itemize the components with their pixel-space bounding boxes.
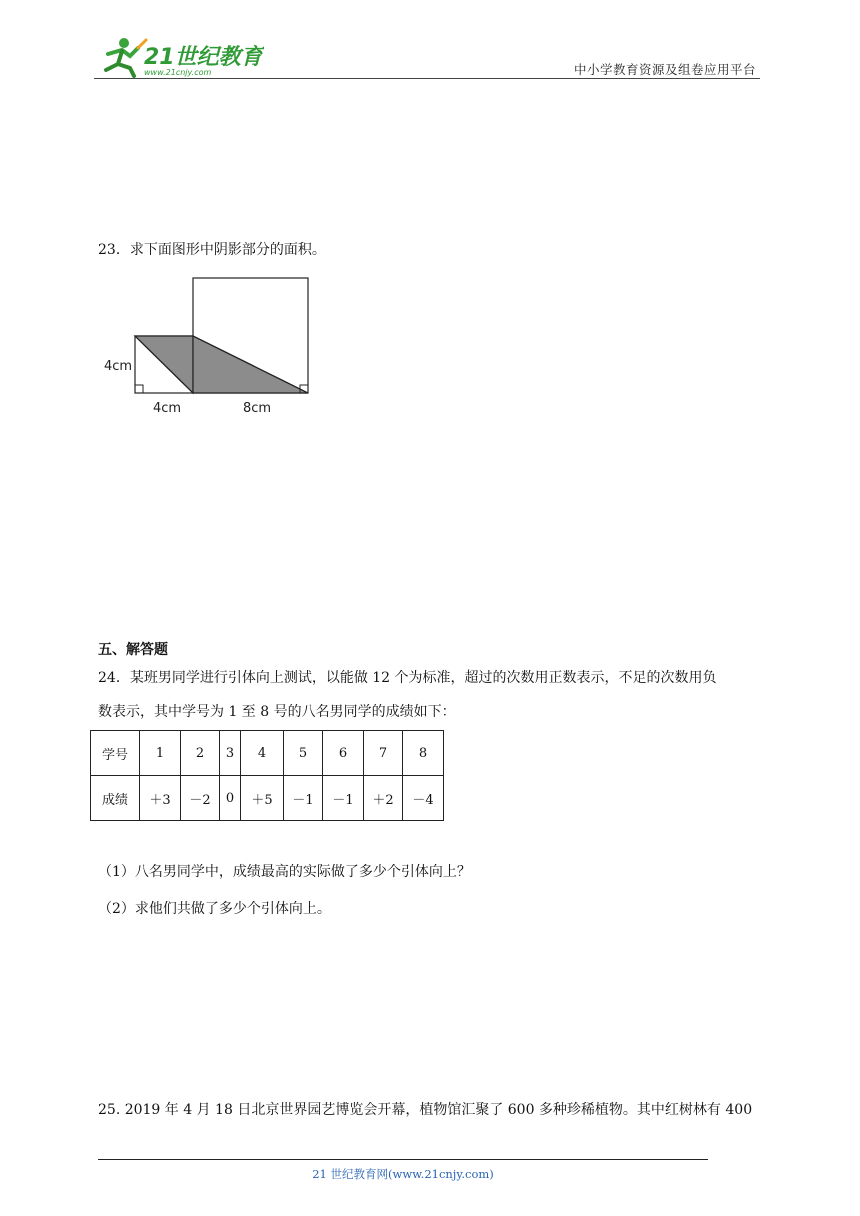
- footer-link[interactable]: 21 世纪教育网(www.21cnjy.com): [312, 1167, 494, 1181]
- logo-text: 21世纪教育: [144, 45, 263, 70]
- table-cell: 3: [220, 731, 241, 776]
- site-tagline: 中小学教育资源及组卷应用平台: [573, 62, 756, 77]
- table-cell: 1: [140, 731, 181, 776]
- shaded-area-figure: [100, 275, 340, 420]
- table-cell: －4: [403, 776, 444, 821]
- question-24-line1: 24．某班男同学进行引体向上测试，以能做 12 个为标准，超过的次数用正数表示，不足的次数用负: [98, 670, 717, 686]
- table-cell: 6: [323, 731, 364, 776]
- table-row: [91, 776, 444, 821]
- table-cell: －1: [284, 776, 323, 821]
- table-cell: 4: [241, 731, 284, 776]
- table-cell: 5: [284, 731, 323, 776]
- footer-divider: [98, 1159, 708, 1160]
- table-cell: ＋2: [364, 776, 403, 821]
- label-large-width: 8cm: [243, 401, 272, 416]
- table-cell: 0: [220, 776, 241, 821]
- header-divider: [94, 78, 760, 79]
- table-cell: 2: [181, 731, 220, 776]
- question-25-line1: 25. 2019 年 4 月 18 日北京世界园艺博览会开幕，植物馆汇聚了 600 多种珍稀植物。其中红树林有 400: [98, 1102, 753, 1118]
- question-24-sub1: （1）八名男同学中，成绩最高的实际做了多少个引体向上？: [98, 864, 471, 880]
- runner-icon: [106, 38, 146, 76]
- table-header-cell: 学号: [91, 731, 140, 776]
- table-row: [91, 731, 444, 776]
- label-small-width: 4cm: [153, 401, 182, 416]
- question-24-line2: 数表示，其中学号为 1 至 8 号的八名男同学的成绩如下：: [98, 704, 456, 720]
- table-cell: ＋3: [140, 776, 181, 821]
- label-height: 4cm: [104, 359, 133, 374]
- table-cell: 8: [403, 731, 444, 776]
- logo-url: www.21cnjy.com: [144, 68, 212, 77]
- scores-table: [90, 730, 444, 821]
- table-cell: －1: [323, 776, 364, 821]
- site-logo: [94, 34, 264, 78]
- table-header-cell: 成绩: [91, 776, 140, 821]
- right-angle-mark: [135, 385, 143, 393]
- section-title: 五、解答题: [98, 642, 168, 658]
- table-cell: －2: [181, 776, 220, 821]
- question-23: 23．求下面图形中阴影部分的面积。: [98, 242, 326, 258]
- question-24-sub2: （2）求他们共做了多少个引体向上。: [98, 901, 331, 917]
- table-cell: 7: [364, 731, 403, 776]
- table-cell: ＋5: [241, 776, 284, 821]
